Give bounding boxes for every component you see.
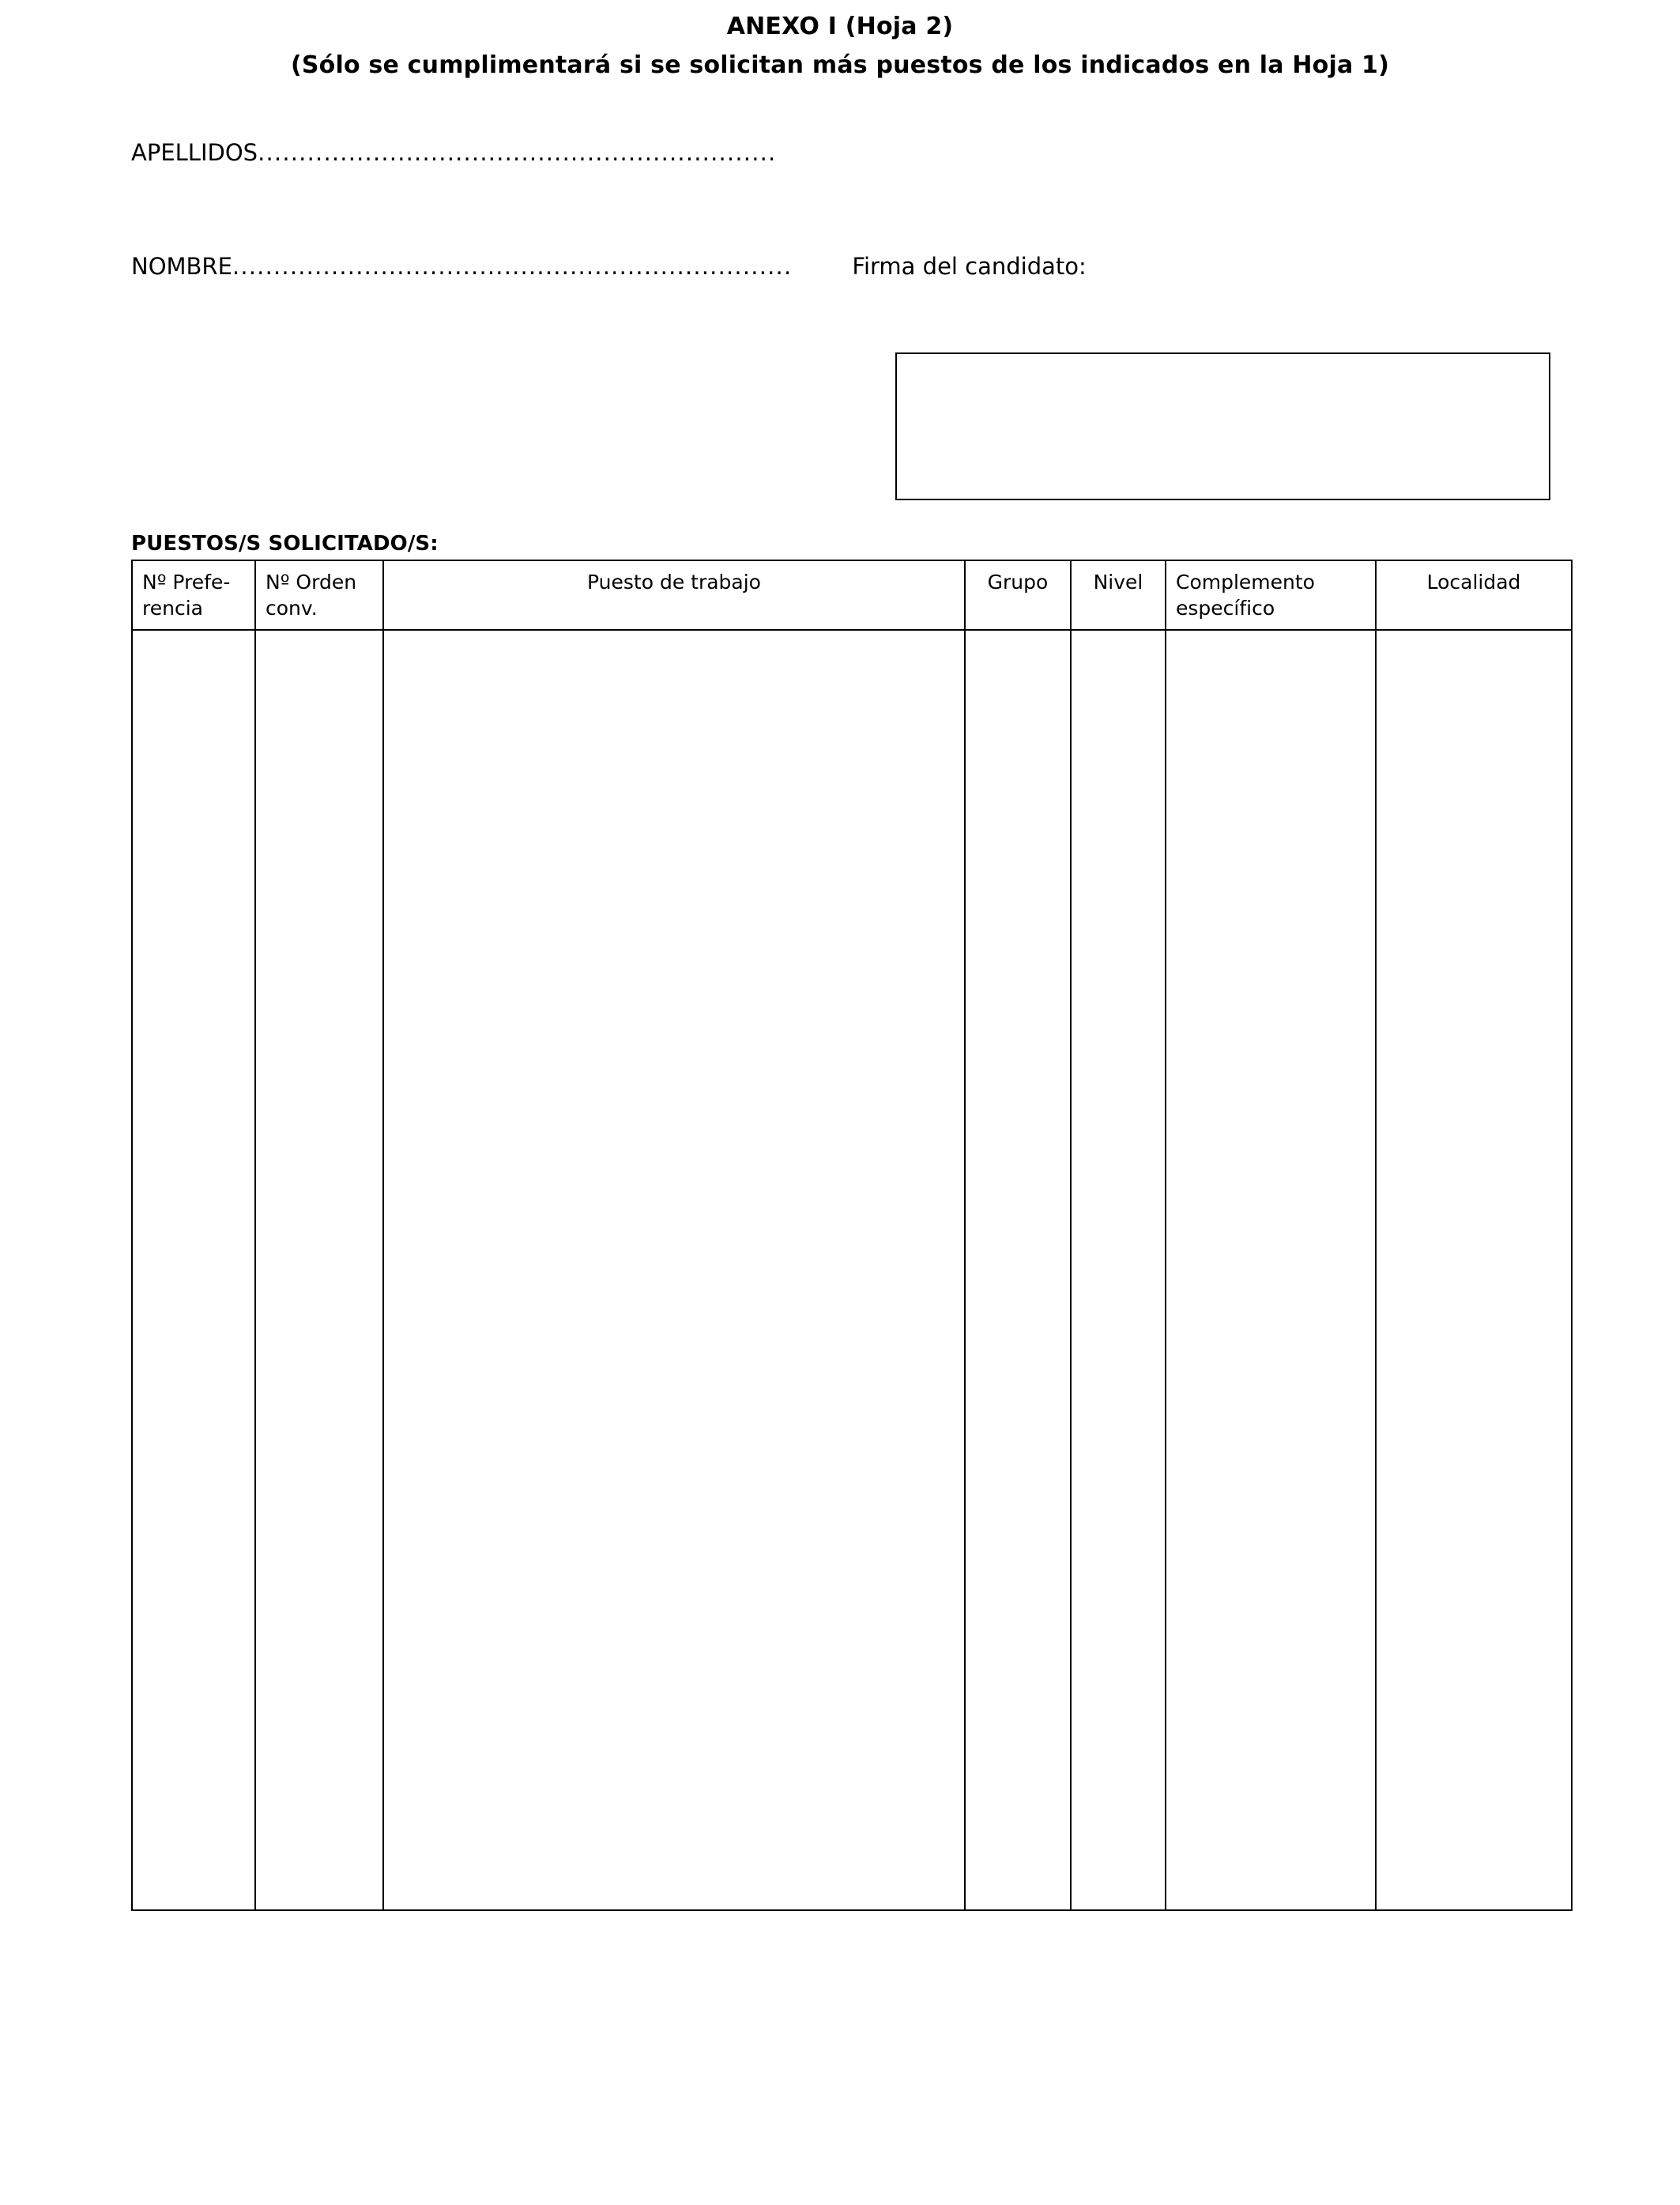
document-title-block bbox=[0, 11, 1680, 81]
column-header-preferencia-line2: rencia bbox=[142, 597, 203, 620]
column-header-localidad: Localidad bbox=[1376, 560, 1572, 630]
column-header-preferencia-line1: Nº Prefe- bbox=[142, 571, 231, 594]
puestos-table-wrapper bbox=[131, 560, 1571, 1911]
column-header-orden-conv-line1: Nº Orden bbox=[266, 571, 357, 594]
nombre-input[interactable]: .................................................................... bbox=[232, 252, 793, 280]
column-header-complemento-line2: específico bbox=[1176, 597, 1275, 620]
cell-preferencia[interactable] bbox=[132, 630, 255, 1910]
page-subtitle: (Sólo se cumplimentará si se solicitan más puestos de los indicados en la Hoja 1) bbox=[290, 51, 1390, 79]
cell-orden-conv[interactable] bbox=[255, 630, 383, 1910]
column-header-complemento-especifico bbox=[1166, 560, 1376, 630]
table-row bbox=[132, 630, 1572, 1910]
cell-puesto-de-trabajo[interactable] bbox=[383, 630, 965, 1910]
apellidos-label: APELLIDOS bbox=[131, 139, 258, 166]
apellidos-row bbox=[0, 138, 1680, 168]
page-title: ANEXO I (Hoja 2) bbox=[726, 13, 954, 40]
table-header-row bbox=[132, 560, 1572, 630]
column-header-orden-conv bbox=[255, 560, 383, 630]
table-header bbox=[132, 560, 1572, 630]
puestos-table bbox=[131, 560, 1573, 1911]
nombre-label: NOMBRE bbox=[131, 252, 232, 280]
column-header-orden-conv-line2: conv. bbox=[266, 597, 318, 620]
firma-label: Firma del candidato: bbox=[852, 252, 1087, 280]
nombre-row bbox=[0, 252, 1680, 282]
cell-nivel[interactable] bbox=[1071, 630, 1166, 1910]
document-page bbox=[0, 11, 1680, 2205]
cell-grupo[interactable] bbox=[965, 630, 1071, 1910]
table-body bbox=[132, 630, 1572, 1910]
column-header-puesto-de-trabajo: Puesto de trabajo bbox=[383, 560, 965, 630]
cell-localidad[interactable] bbox=[1376, 630, 1572, 1910]
section-heading: PUESTOS/S SOLICITADO/S: bbox=[131, 532, 439, 556]
column-header-preferencia bbox=[132, 560, 255, 630]
apellidos-input[interactable]: ............................................................... bbox=[258, 139, 777, 166]
cell-complemento-especifico[interactable] bbox=[1166, 630, 1376, 1910]
column-header-nivel: Nivel bbox=[1071, 560, 1166, 630]
column-header-complemento-line1: Complemento bbox=[1176, 571, 1315, 594]
column-header-grupo: Grupo bbox=[965, 560, 1071, 630]
signature-box[interactable] bbox=[895, 352, 1550, 500]
